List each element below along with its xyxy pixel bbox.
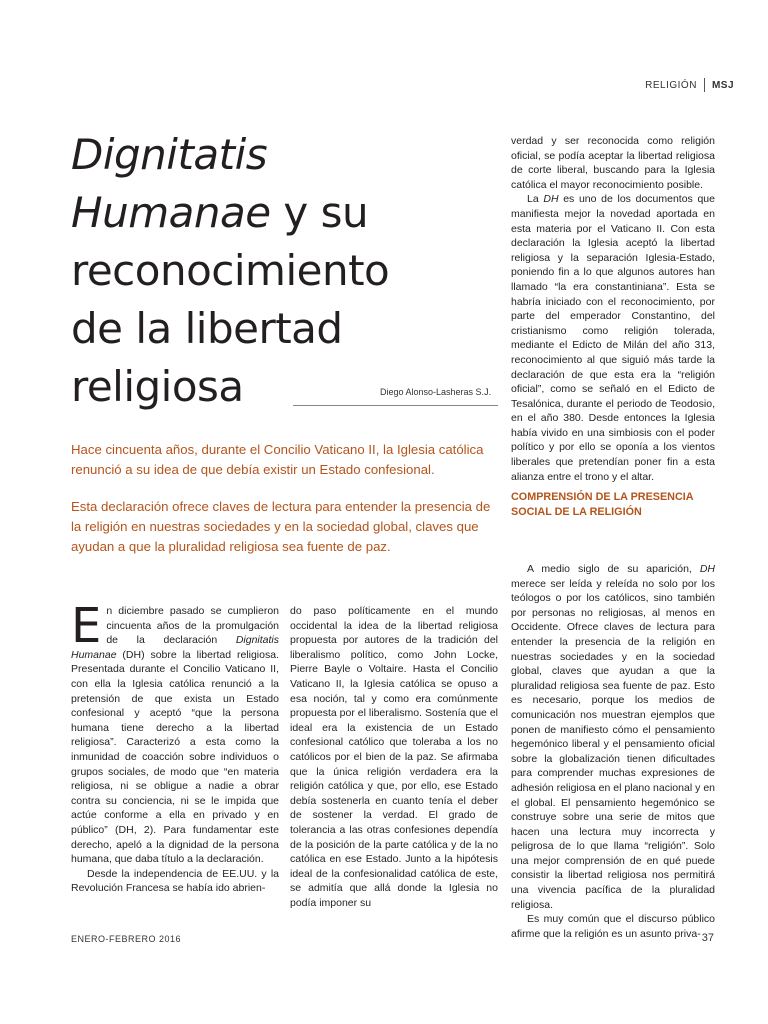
- section-heading: COMPRENSIÓN DE LA PRESENCIA SOCIAL DE LA RELIGIÓN: [511, 491, 694, 518]
- col1-p1-emphasis: Dignitatis Humanae: [71, 634, 279, 661]
- section-label: RELIGIÓN: [645, 79, 697, 91]
- issue-date: ENERO-FEBRERO 2016: [71, 934, 182, 944]
- col1-p1-text-a: n diciembre pasado se cumplieron cincuenta años de la promulgación de la declaración: [106, 605, 279, 647]
- col3-p2-text-a: La: [527, 193, 544, 206]
- lead-paragraph-1: Hace cincuenta años, durante el Concilio Vaticano II, la Iglesia católica renunció a su idea de que debía existir un Estado confesional.: [71, 442, 484, 477]
- col1-paragraph-1: [71, 598, 279, 867]
- title-part3: y su: [270, 188, 369, 237]
- col3-paragraph-2: [511, 192, 715, 484]
- col2-paragraph-1: do paso políticamente en el mundo occidental la idea de la libertad religiosa propuesta por autores de la tradición del liberalismo político, como John Locke, Pierre Bayle o Voltaire. Hasta el Concilio Vaticano II, la Iglesia católica se opuso a esa noción, tal y como era comúnmente propuesta por el liberalismo. Sostenía que el ideal era la existencia de un Estado confesional católico que toleraba a los no católicos por el bien de la paz. Se afirmaba que la única religión verdadera era la religión católica y que, por ello, ese Estado debía sostenerla en cuanto tenía el deber de sostener la verdad. El grado de tolerancia a las otras confesiones dependía de la posición de la parte católica y de la no católica en ese Estado. Junto a la hipótesis ideal de la confesionalidad católica de este, se admitía que allá donde la Iglesia no podía imponer su: [290, 605, 498, 909]
- col3-p2-emphasis: DH: [543, 193, 559, 206]
- body-column-3-top: [511, 134, 715, 484]
- col3-paragraph-1: verdad y ser reconocida como religión oficial, se podía aceptar la libertad religiosa de corte liberal, buscando para la Iglesia católica el mayor reconocimiento posible.: [511, 135, 715, 191]
- col1-p1-text-b: (DH) sobre la libertad religiosa. Presentada durante el Concilio Vaticano II, con ella la Iglesia católica renunció a la pretensión de que exista un Estado confesional y aceptó “que la persona humana tiene derecho a la libertad religiosa”. Caracterizó a esta como la inmunidad de coacción sobre individuos o grupos sociales, de modo que “en materia religiosa, ni se obligue a nadie a obrar contra su conciencia, ni se le impida que actúe conforme a ella en privado y en público” (DH, 2). Para fundamentar este derecho, apeló a la dignidad de la persona humana, que daba título a la declaración.: [71, 648, 279, 866]
- col3-p2-text-b: es uno de los documentos que manifiesta mejor la novedad aportada en esta materia por el Vaticano II. Con esta declaración la Iglesia aceptó la libertad religiosa y la separación Iglesia-Estado, poniendo fin a lo que algunos autores han llamado “la era constantiniana”. Esta se habría iniciado con el reconocimiento, por parte del emperador Constantino, del cristianismo como religión tolerada, mediante el Edicto de Milán del año 313, reconocimiento al que siguió más tarde la declaración de que esta era la “religión oficial”, como se señaló en el Edicto de Tesalónica, durante el periodo de Teodosio, en el año 380. Desde entonces la Iglesia había vivido en una simbiosis con el poder político y por ello se oponía a los vientos liberales que pretendían poner fin a esta alianza entre el trono y el altar.: [511, 193, 715, 483]
- header-divider: [704, 78, 705, 92]
- running-header: [645, 78, 734, 92]
- article-title: [71, 126, 491, 416]
- col1-paragraph-2: Desde la independencia de EE.UU. y la Revolución Francesa se había ido abrien-: [71, 867, 279, 895]
- col3-p3-text-a: A medio siglo de su aparición,: [527, 563, 700, 575]
- title-part2: Humanae: [71, 188, 271, 237]
- title-line4: de la libertad: [71, 304, 343, 353]
- title-line3: reconocimiento: [71, 246, 390, 295]
- col3-paragraph-4: Es muy común que el discurso público afirme que la religión es un asunto priva-: [511, 913, 715, 940]
- author-byline: Diego Alonso-Lasheras S.J.: [380, 387, 492, 397]
- body-column-2: [290, 604, 498, 910]
- title-line5: religiosa: [71, 362, 244, 411]
- col3-paragraph-3: [511, 562, 715, 912]
- title-part1: Dignitatis: [71, 130, 268, 179]
- author-rule: [293, 405, 498, 406]
- drop-cap: E: [71, 598, 102, 654]
- body-column-3-bottom: [511, 562, 715, 941]
- magazine-logo: MSJ: [711, 79, 734, 91]
- col3-p3-emphasis: DH: [699, 563, 715, 575]
- col3-p3-text-b: merece ser leída y releída no solo por los teólogos o por los católicos, sino también por personas no religiosas, al menos en Occidente. Ofrece claves de lectura para entender la presencia de la religión en nuestras sociedades y en la sociedad global, claves que ayudan a que la pluralidad religiosa sea fuente de paz. Esto es necesario, porque los medios de comunicación nos muestran ejemplos que ponen de manifiesto cómo el pensamiento hegemónico liberal y el pensamiento oficial sobre la globalización tienen dificultades para comprender muchas expresiones de adhesión religiosa en el plano nacional y en el global. El pensamiento hegemónico se construye sobre una serie de mitos que hacen una lectura muy incorrecta y peligrosa de lo que llama “religión”. Solo una mejor comprensión de en qué puede consistir la libertad religiosa nos permitirá una vivencia pacífica de la pluralidad religiosa.: [511, 577, 715, 911]
- body-column-1: [71, 598, 279, 896]
- lead-paragraph-2: Esta declaración ofrece claves de lectura para entender la presencia de la religión en nuestras sociedades y en la sociedad global, claves que ayudan a que la pluralidad religiosa sea fuente de paz.: [71, 499, 491, 554]
- page-number: 37: [701, 932, 714, 944]
